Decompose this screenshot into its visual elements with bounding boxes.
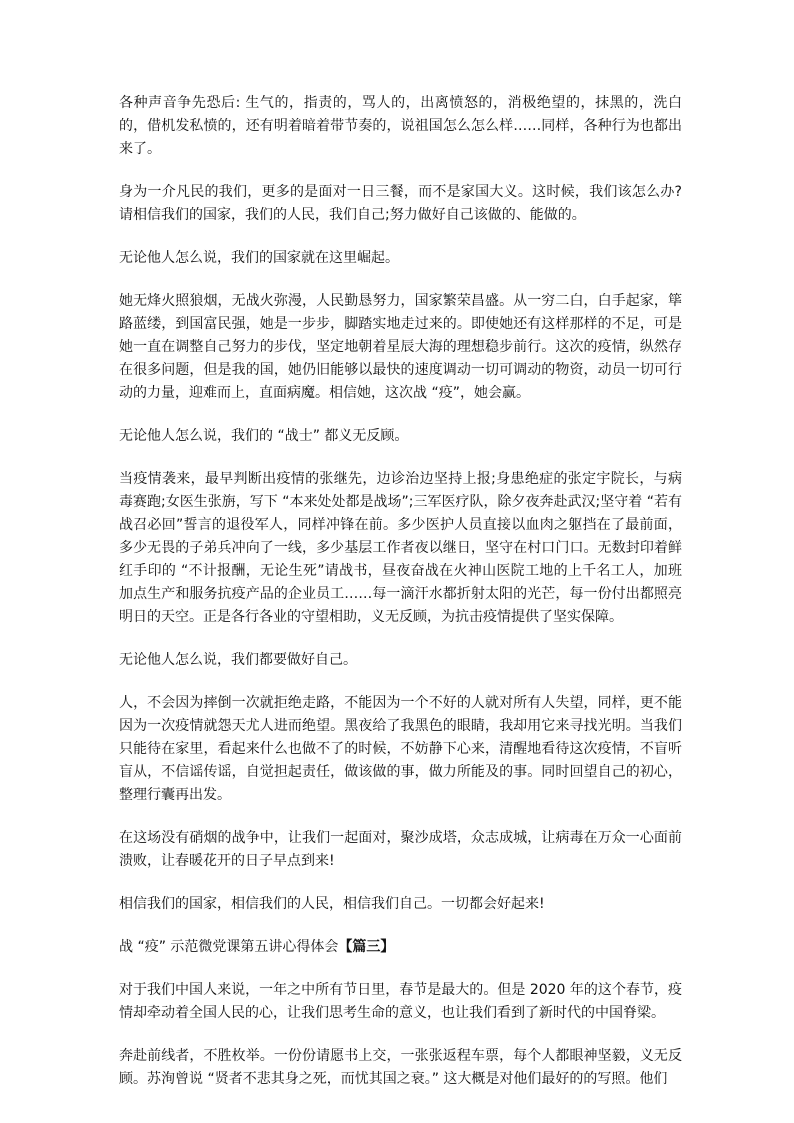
- paragraph-do-ourselves-well: 无论他人怎么说，我们都要做好自己。: [119, 652, 357, 668]
- paragraph-spring-festival: 对于我们中国人来说，一年之中所有节日里，春节是最大的。但是 2020 年的这个春节，疫情却牵动着全国人民的心，让我们思考生命的意义，也让我们看到了新时代的中国脊梁。: [119, 982, 682, 1021]
- paragraph-voices: 各种声音争先恐后: 生气的，指责的，骂人的，出离愤怒的，消极绝望的，抹黑的，洗白的，借机发私愤的，还有明着暗着带节奏的，说祖国怎么怎么样……同样，各种行为也都出来了。: [119, 95, 682, 157]
- paragraph-war-without-smoke: 在这场没有硝烟的战争中，让我们一起面对，聚沙成塔，众志成城，让病毒在万众一心面前溃败，让春暖花开的日子早点到来!: [119, 830, 682, 869]
- paragraph-frontline-heroes: 当疫情袭来，最早判断出疫情的张继先，边诊治边坚持上报;身患绝症的张定宇院长，与病毒赛跑;女医生张旃，写下 “本来处处都是战场”;三军医疗队，除夕夜奔赴武汉;坚守着 “若有战召必回”誓言的退役军人，同样冲锋在前。多少医护人员直接以血肉之躯挡在了最前面，多少无畏的子弟兵冲向了一线，多少基层工作者夜以继日，坚守在村口门口。无数封印着鲜红手印的 “不计报酬，无论生死”请战书，昼夜奋战在火神山医院工地的上千名工人，加班加点生产和服务抗疫产品的企业员工……每一滴汗水都折射太阳的光芒，每一份付出都照亮明日的天空。正是各行各业的守望相助，义无反顾，为抗击疫情提供了坚实保障。: [119, 471, 682, 625]
- paragraph-believe: 相信我们的国家，相信我们的人民，相信我们自己。一切都会好起来!: [119, 896, 545, 912]
- section-heading-tag: 【篇三】: [338, 939, 395, 955]
- paragraph-country-history: 她无烽火照狼烟，无战火弥漫，人民勤恳努力，国家繁荣昌盛。从一穷二白，白手起家，筚路蓝缕，到国富民强，她是一步步，脚踏实地走过来的。即使她还有这样那样的不足，可是她一直在调整自己努力的步伐，坚定地朝着星辰大海的理想稳步前行。这次的疫情，纵然存在很多问题，但是我的国，她仍旧能够以最快的速度调动一切可调动的物资，动员一切可行动的力量，迎难而上，直面病魔。相信她，这次战 “疫”，她会赢。: [119, 293, 682, 401]
- paragraph-ordinary-people: 身为一介凡民的我们，更多的是面对一日三餐，而不是家国大义。这时候，我们该怎么办?请相信我们的国家，我们的人民，我们自己;努力做好自己该做的、能做的。: [119, 184, 682, 223]
- paragraph-not-despair: 人，不会因为摔倒一次就拒绝走路，不能因为一个不好的人就对所有人失望，同样，更不能因为一次疫情就怨天尤人进而绝望。黑夜给了我黑色的眼睛，我却用它来寻找光明。当我们只能待在家里，看起来什么也做不了的时候，不妨静下心来，清醒地看待这次疫情，不盲听盲从，不信谣传谣，自觉担起责任，做该做的事，做力所能及的事。同时回望自己的初心，整理行囊再出发。: [119, 695, 682, 803]
- paragraph-frontline-volunteers: 奔赴前线者，不胜枚举。一份份请愿书上交，一张张返程车票，每个人都眼神坚毅，义无反顾。苏洵曾说 “贤者不悲其身之死，而忧其国之衰。” 这大概是对他们最好的的写照。他们: [119, 1048, 682, 1087]
- section-heading: [119, 936, 682, 959]
- paragraph-warriors: 无论他人怎么说，我们的 “战士” 都义无反顾。: [119, 428, 409, 444]
- paragraph-country-rises: 无论他人怎么说，我们的国家就在这里崛起。: [119, 250, 399, 266]
- section-heading-text: 战 “疫” 示范微党课第五讲心得体会: [119, 939, 339, 955]
- document-page: [119, 92, 682, 1111]
